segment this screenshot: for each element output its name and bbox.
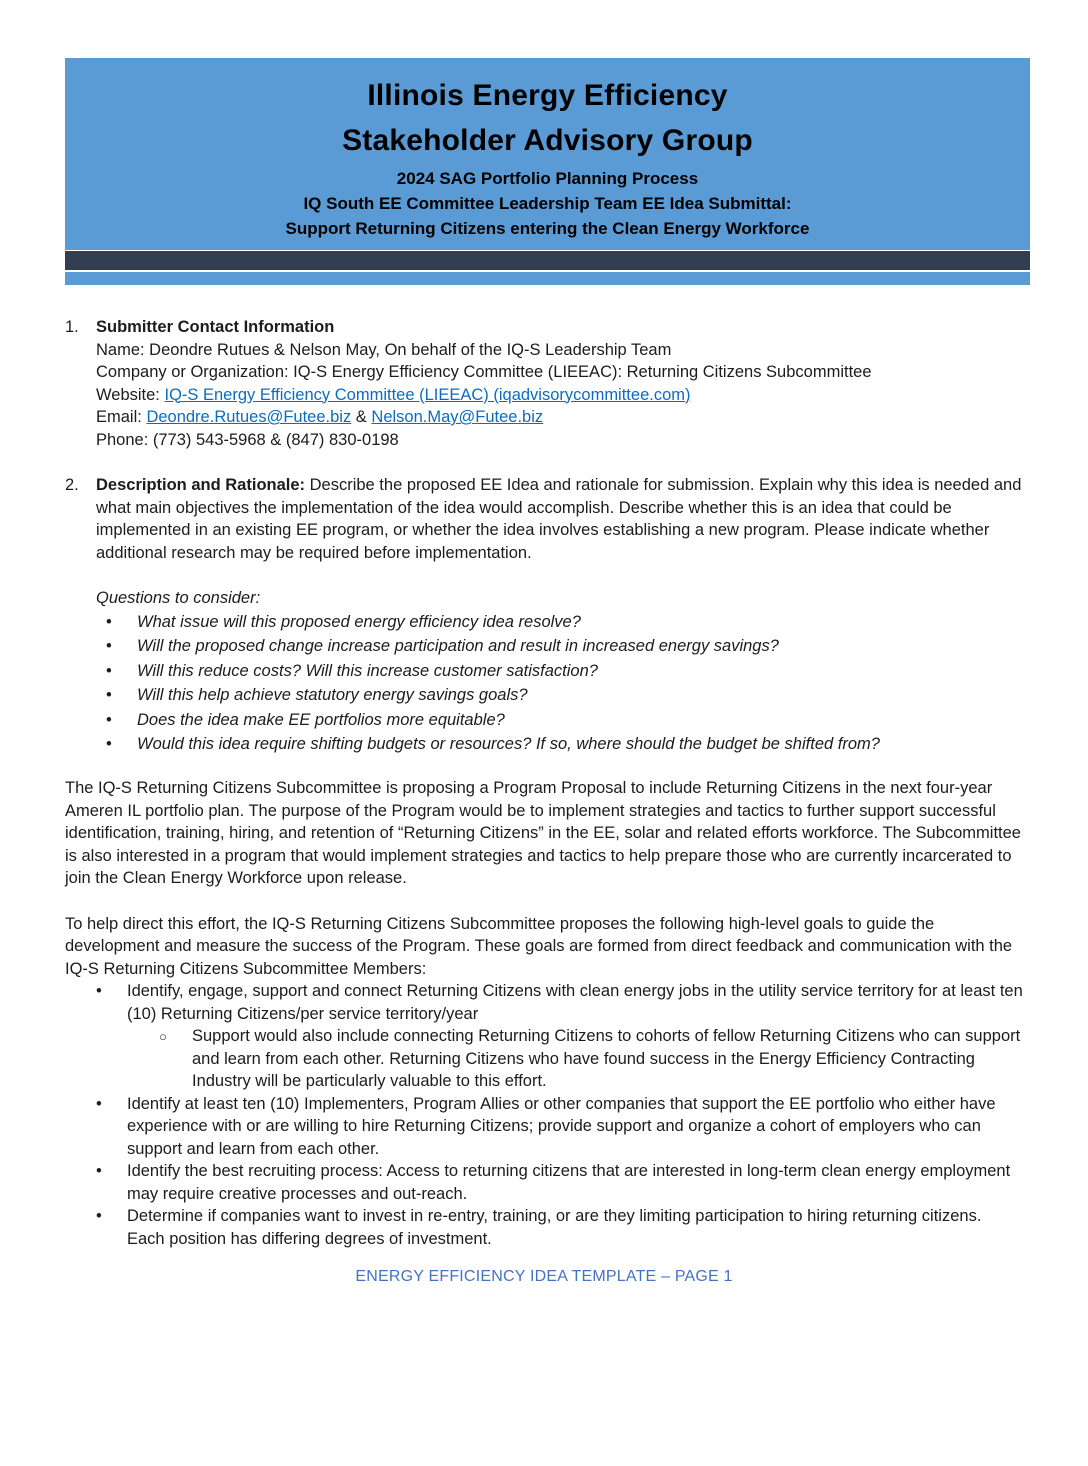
section-2-description-text: Describe the proposed EE Idea and rationale for submission. Explain why this idea is needed and what main objectives the implementation of the idea would accomplish. Describe whether this is an idea that could be implemented in an existing EE program, or whether the idea involves establishing a new program. Please indicate whether additional research may be required before implementation. — [96, 476, 1022, 562]
goal-item — [65, 980, 1023, 1093]
question-item: • Will this help achieve statutory energy savings goals? — [96, 683, 1023, 708]
question-item: • Does the idea make EE portfolios more equitable? — [96, 708, 1023, 733]
header-blue-stripe — [65, 272, 1030, 285]
contact-website-line — [96, 384, 1023, 407]
spacer — [65, 890, 1023, 913]
document-title-line-2: Stakeholder Advisory Group — [342, 124, 753, 157]
website-link[interactable]: IQ-S Energy Efficiency Committee (LIEEAC) (iqadvisorycommittee.com) — [164, 385, 691, 404]
goal-sub-item: ○ Support would also include connecting Returning Citizens to cohorts of fellow Returning Citizens who can support and learn from each other. Returning Citizens who have found success in the Energy Efficiency Contracting Industry will be particularly valuable to this effort. — [127, 1025, 1023, 1093]
contact-company-line: Company or Organization: IQ-S Energy Efficiency Committee (LIEEAC): Returning Citizens Subcommittee — [96, 363, 872, 381]
website-label: Website: — [96, 385, 165, 404]
document-title-line-1: Illinois Energy Efficiency — [367, 79, 728, 112]
question-item: • Will this reduce costs? Will this increase customer satisfaction? — [96, 659, 1023, 684]
spacer — [65, 757, 1023, 777]
section-2-heading: Description and Rationale: — [96, 476, 306, 494]
contact-phone-line: Phone: (773) 543-5968 & (847) 830-0198 — [96, 430, 399, 449]
goals-list — [65, 980, 1023, 1250]
goal-sub-list — [127, 1025, 1023, 1093]
email-link-2[interactable]: Nelson.May@Futee.biz — [371, 408, 544, 426]
goal-item: • Determine if companies want to invest in re-entry, training, or are they limiting participation to hiring returning citizens. Each position has differing degrees of investment. — [65, 1205, 1023, 1250]
email-label: Email: — [96, 408, 147, 426]
goals-intro-paragraph: To help direct this effort, the IQ-S Returning Citizens Subcommittee proposes the following high-level goals to guide the development and measure the success of the Program. These goals are formed from direct feedback and communication with the IQ-S Returning Citizens Subcommittee Members: — [65, 914, 1013, 978]
questions-list — [96, 610, 1023, 758]
header-banner-wrap — [65, 58, 1030, 285]
goal-item: • Identify at least ten (10) Implementers, Program Allies or other companies that support the EE portfolio who either have experience with or are willing to hire Returning Citizens; provide support and organize a cohort of employers who can support and learn from each other. — [65, 1093, 1023, 1161]
page-footer: ENERGY EFFICIENCY IDEA TEMPLATE – PAGE 1 — [355, 1268, 733, 1286]
document-subtitle-line-1: 2024 SAG Portfolio Planning Process — [396, 169, 699, 188]
section-2-number: 2. — [65, 476, 79, 494]
section-2-body — [96, 474, 1023, 757]
proposal-paragraph: The IQ-S Returning Citizens Subcommittee is proposing a Program Proposal to include Returning Citizens in the next four-year Ameren IL portfolio plan. The purpose of the Program would be to implement strategies and tactics to further support successful identification, training, hiring, and retention of “Returning Citizens” in the EE, solar and related efforts workforce. The Subcommittee is also interested in a program that would implement strategies and tactics to help prepare those who are currently incarcerated to join the Clean Energy Workforce upon release. — [65, 779, 1021, 888]
question-item: • What issue will this proposed energy efficiency idea resolve? — [96, 610, 1023, 635]
goal-item: • Identify the best recruiting process: Access to returning citizens that are interested in long-term clean energy employment may require creative processes and out-reach. — [65, 1160, 1023, 1205]
goal-item-text: Identify, engage, support and connect Returning Citizens with clean energy jobs in the utility service territory for at least ten (10) Returning Citizens/per service territory/year — [127, 982, 1023, 1023]
section-2-paragraph — [96, 474, 1023, 564]
header-dark-stripe — [65, 251, 1030, 270]
spacer — [96, 564, 1023, 587]
header-banner — [65, 58, 1030, 250]
section-2-description-rationale — [65, 474, 1023, 757]
section-1-heading: Submitter Contact Information — [96, 318, 335, 336]
document-body — [65, 316, 1023, 1289]
email-link-1[interactable]: Deondre.Rutues@Futee.biz — [146, 408, 352, 426]
document-subtitle-block — [286, 166, 810, 241]
question-item: • Will the proposed change increase participation and result in increased energy savings? — [96, 634, 1023, 659]
spacer — [65, 451, 1023, 474]
document-subtitle-line-3: Support Returning Citizens entering the Clean Energy Workforce — [285, 219, 810, 238]
section-1-number: 1. — [65, 318, 79, 336]
question-item: • Would this idea require shifting budgets or resources? If so, where should the budget be shifted from? — [96, 732, 1023, 757]
document-page — [0, 58, 1088, 1466]
contact-name-line: Name: Deondre Rutues & Nelson May, On behalf of the IQ-S Leadership Team — [96, 340, 672, 359]
contact-email-line — [96, 406, 1023, 429]
section-1-submitter-contact — [65, 316, 1023, 451]
questions-intro: Questions to consider: — [96, 589, 261, 607]
email-separator: & — [351, 408, 372, 426]
section-1-body — [96, 316, 1023, 451]
document-subtitle-line-2: IQ South EE Committee Leadership Team EE Idea Submittal: — [303, 194, 792, 213]
